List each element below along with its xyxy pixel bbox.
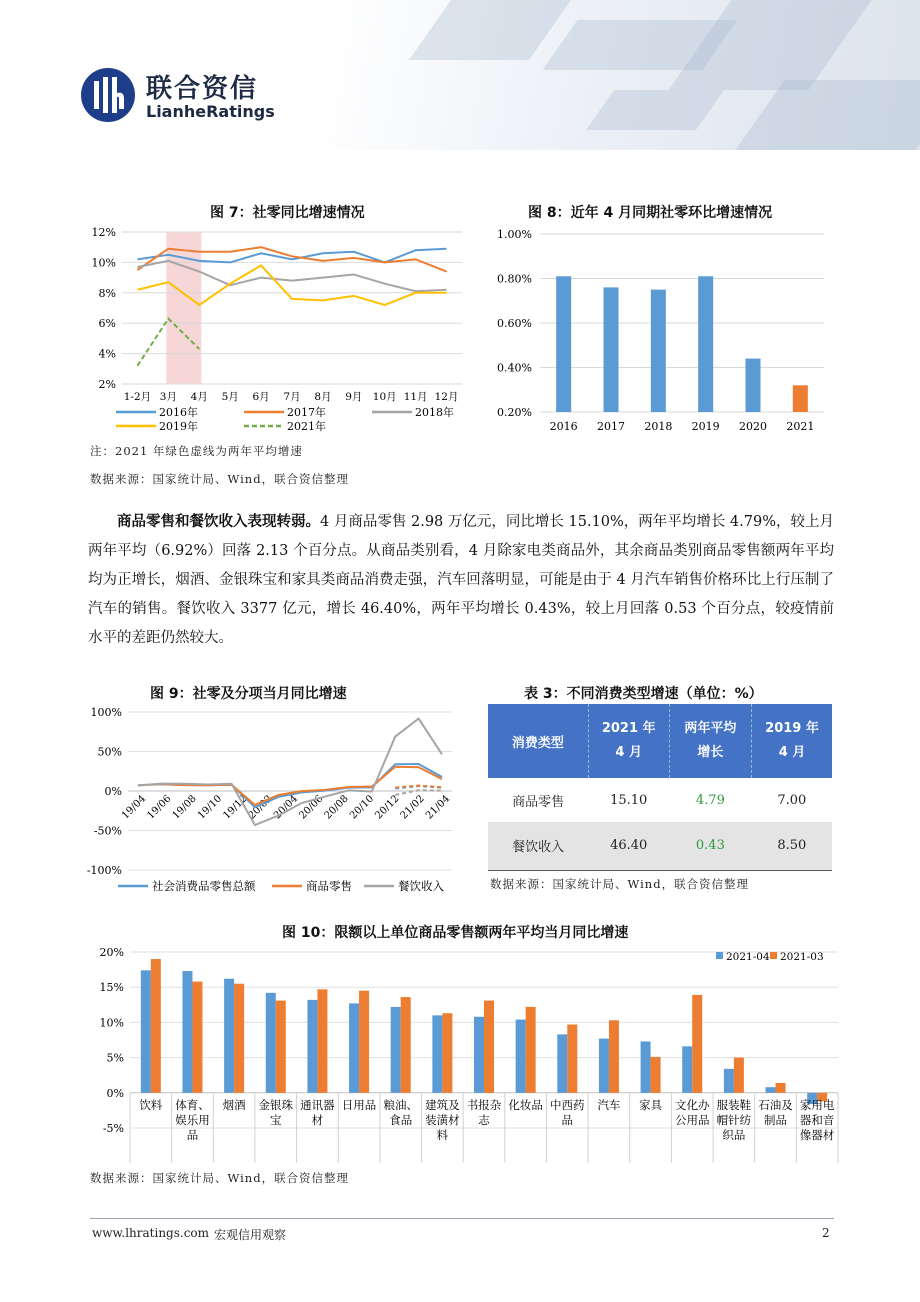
x-category-label: 粮油、 [383,1097,418,1112]
y-tick-label: 0% [104,785,122,798]
legend-swatch [770,952,777,959]
bar-2016 [556,276,571,412]
legend-label: 餐饮收入 [398,879,444,893]
x-category-label: 化妆品 [508,1097,543,1112]
table3-cell: 7.00 [777,792,807,808]
y-tick-label: 1.00% [497,228,532,241]
y-tick-label: -50% [93,824,122,838]
x-category-label: 织品 [722,1127,746,1142]
x-tick-label: 21/04 [423,793,453,822]
y-tick-label: 10% [91,256,116,270]
x-tick-label: 2017 [597,420,625,433]
x-tick-label: 20/12 [373,793,402,822]
bar-2021-04 [641,1041,651,1092]
y-tick-label: -100% [86,864,122,877]
table3 [488,704,832,871]
fig7-chart [86,222,470,438]
fig8-title: 图 8：近年 4 月同期社零环比增速情况 [528,205,773,221]
y-tick-label: 50% [97,745,122,759]
logo-name-en: LianheRatings [146,102,275,121]
table3-header-avg [669,704,751,778]
table3-header-2019 [752,704,832,778]
bar-2021-04 [682,1046,692,1092]
x-category-label: 体育、 [175,1097,210,1112]
bar-2021-04 [182,971,192,1093]
fig9-title: 图 9：社零及分项当月同比增速 [150,686,347,702]
x-tick-label: 20/02 [246,793,275,822]
table-row [488,822,832,870]
series-line-商品零售两年平均 [395,786,442,788]
bar-2017 [604,287,619,412]
bar-2021-03 [776,1083,786,1093]
x-tick-label: 2021 [786,420,815,433]
bar-2021-03 [567,1025,577,1093]
fig10-source: 数据来源：国家统计局、Wind，联合资信整理 [90,1171,350,1185]
bar-2021-03 [734,1058,744,1093]
x-tick-label: 19/04 [119,793,149,822]
y-tick-label: 4% [98,347,116,361]
x-category-label: 日用品 [341,1097,377,1112]
table3-source: 数据来源：国家统计局、Wind，联合资信整理 [490,877,750,891]
table3-header-type: 消费类型 [488,704,588,778]
x-category-label: 制品 [764,1112,788,1127]
y-tick-label: -5% [102,1122,124,1135]
bar-2021-04 [224,979,234,1093]
body-paragraph [88,508,834,653]
x-category-label: 服装鞋 [716,1097,752,1112]
y-tick-label: 12% [91,226,116,239]
x-tick-label: 19/10 [195,793,225,822]
x-category-label: 家具 [639,1097,663,1112]
x-category-label: 文化办 [674,1097,710,1112]
x-tick-label: 21/02 [398,793,427,822]
paragraph-body: 4 月商品零售 2.98 万亿元，同比增长 15.10%，两年平均增长 4.79%，较上月两年平均（6.92%）回落 2.13 个百分点。从商品类别看，4 月除家电类商品外，其余商品类别商品零售额两年平均均为正增长，烟酒、金银珠宝和家具类商品消费走强，汽车回落明显，可能是由于 4 月汽车销售价格环比上行压制了汽车的销售。餐饮收入 3377 亿元，增长 46.40%，两年平均增长 0.43%，较上月回落 0.53 个百分点，较疫情前水平的差距仍然较大。 [88,514,835,646]
x-tick-label: 2020 [739,420,767,433]
header-background [0,0,920,150]
y-tick-label: 15% [99,981,124,995]
fig8-chart [490,222,832,440]
bar-2021 [793,385,808,412]
x-tick-label: 3月 [159,391,177,403]
x-category-label: 像器材 [799,1127,835,1142]
footer-divider [90,1218,834,1219]
legend-label: 2021-04 [726,951,770,963]
fig7-source: 数据来源：国家统计局、Wind，联合资信整理 [90,472,350,486]
x-category-label: 帽针纺 [716,1112,752,1127]
bar-2021-04 [599,1039,609,1093]
legend-label: 商品零售 [306,879,352,893]
x-tick-label: 7月 [283,391,301,403]
bar-2021-04 [516,1020,526,1093]
bar-2021-03 [151,959,161,1093]
bar-2021-04 [474,1017,484,1093]
bar-2020 [746,359,761,412]
legend-swatch [716,952,723,959]
footer-column: 宏观信用观察 [214,1228,287,1242]
logo-mark-icon [80,67,136,123]
y-tick-label: 8% [98,286,116,300]
x-category-label: 中西药 [550,1097,585,1112]
fig10-chart [86,940,846,1164]
x-tick-label: 12月 [434,391,459,403]
x-category-label: 金银珠 [258,1097,294,1112]
table3-header-2021 [588,704,669,778]
x-tick-label: 20/10 [347,793,377,822]
table3-header-2019-l2: 4 月 [778,745,806,760]
table3-cell: 餐饮收入 [512,840,565,856]
x-tick-label: 8月 [314,391,332,403]
bar-2021-03 [609,1020,619,1093]
footer-site[interactable]: www.lhratings.com [92,1226,210,1240]
bar-2021-03 [401,997,411,1093]
bar-2021-03 [484,1001,494,1093]
x-tick-label: 19/08 [170,793,199,822]
table3-title: 表 3：不同消费类型增速（单位：%） [524,686,763,702]
table3-header-row [488,704,832,778]
bar-2021-03 [692,995,702,1093]
y-tick-label: 20% [99,946,124,959]
x-category-label: 宝 [270,1112,282,1127]
x-tick-label: 11月 [403,391,428,403]
table3-header-2019-l1: 2019 年 [765,721,819,736]
bar-2021-03 [526,1007,536,1093]
y-tick-label: 6% [98,317,116,331]
x-category-label: 志 [478,1112,490,1127]
page-number: 2 [822,1226,830,1240]
x-category-label: 书报杂 [466,1097,502,1112]
y-tick-label: 5% [106,1051,124,1065]
fig9-chart [86,700,462,896]
table3-header-avg-l2: 增长 [697,745,724,760]
x-tick-label: 20/04 [271,793,301,822]
x-tick-label: 20/08 [322,793,351,822]
y-tick-label: 10% [99,1016,124,1030]
legend-label: 2019年 [159,420,198,433]
table3-cell: 商品零售 [512,794,565,810]
bar-2021-03 [651,1057,661,1093]
y-tick-label: 0% [106,1086,124,1100]
y-tick-label: 0.80% [497,272,532,286]
bar-2021-03 [234,984,244,1093]
bar-2021-04 [307,1000,317,1093]
y-tick-label: 2% [98,378,116,391]
x-category-label: 装潢材 [425,1112,460,1127]
paragraph-lead: 商品零售和餐饮收入表现转弱。 [117,514,321,530]
x-category-label: 娱乐用 [175,1112,210,1127]
x-category-label: 食品 [389,1112,413,1127]
x-tick-label: 2018 [644,420,673,433]
bar-2021-04 [349,1003,359,1092]
y-tick-label: 0.60% [497,317,532,330]
bar-2021-03 [442,1013,452,1093]
bar-2021-04 [432,1015,442,1092]
table3-cell-avg: 4.79 [695,792,725,808]
bar-2021-04 [141,970,151,1092]
bar-2021-04 [766,1087,776,1093]
table-row [488,778,832,822]
x-category-label: 品 [186,1127,199,1142]
x-tick-label: 19/06 [145,793,174,822]
x-category-label: 公用品 [674,1112,710,1127]
x-tick-label: 5月 [221,391,239,403]
x-category-label: 家用电 [799,1097,835,1112]
bar-2019 [698,276,713,412]
x-tick-label: 19/12 [221,793,250,822]
x-category-label: 烟酒 [222,1097,246,1112]
x-tick-label: 20/06 [297,793,326,822]
y-tick-label: 0.20% [497,406,532,419]
logo-name-cn: 联合资信 [146,74,259,104]
x-tick-label: 9月 [345,391,363,403]
x-category-label: 料 [436,1127,449,1142]
x-tick-label: 1-2月 [123,391,152,403]
x-category-label: 饮料 [139,1097,163,1112]
bar-2021-04 [557,1034,567,1092]
legend-label: 社会消费品零售总额 [152,879,256,893]
bar-2021-04 [391,1007,401,1093]
x-tick-label: 2016 [549,420,578,433]
legend-label: 2017年 [287,406,326,419]
table3-cell: 46.40 [610,838,648,854]
x-category-label: 品 [561,1112,574,1127]
fig7-title: 图 7：社零同比增速情况 [210,205,365,221]
x-category-label: 通讯器 [300,1097,335,1112]
table3-cell: 8.50 [777,838,807,854]
x-category-label: 器和音 [799,1112,835,1127]
x-tick-label: 2019 [691,420,720,433]
bar-2021-04 [266,993,276,1093]
x-tick-label: 6月 [252,391,270,403]
x-category-label: 建筑及 [425,1097,460,1112]
table3-cell-avg: 0.43 [695,838,725,854]
table3-header-2021-l1: 2021 年 [601,721,656,736]
legend-label: 2021-03 [780,951,824,963]
bar-2021-04 [724,1069,734,1093]
fig7-note: 注：2021 年绿色虚线为两年平均增速 [90,444,303,458]
x-category-label: 汽车 [597,1097,621,1112]
x-category-label: 石油及 [758,1097,793,1112]
x-category-label: 材 [311,1112,324,1127]
bar-2021-03 [192,982,202,1093]
x-tick-label: 4月 [190,391,208,403]
y-tick-label: 0.40% [497,361,532,375]
fig10-title: 图 10：限额以上单位商品零售额两年平均当月同比增速 [282,925,629,941]
y-tick-label: 100% [90,706,122,719]
bar-2021-03 [276,1001,286,1093]
legend-label: 2016年 [159,406,198,419]
legend-label: 2018年 [415,406,454,419]
table3-header-2021-l2: 4 月 [615,745,642,760]
bar-2021-03 [317,989,327,1092]
legend-label: 2021年 [287,420,326,433]
x-tick-label: 10月 [372,391,397,403]
bar-2018 [651,290,666,412]
table3-header-avg-l1: 两年平均 [684,721,737,736]
bar-2021-03 [359,991,369,1093]
table3-cell: 15.10 [610,792,648,808]
